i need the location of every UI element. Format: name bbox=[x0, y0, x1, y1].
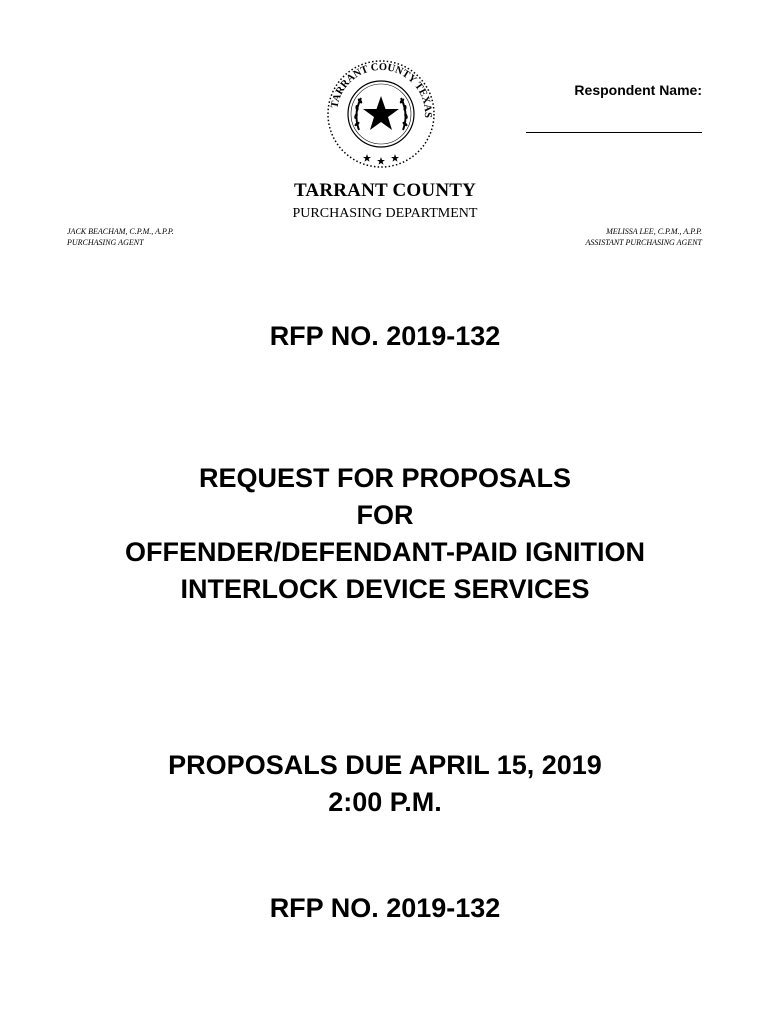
request-title-line: OFFENDER/DEFENDANT-PAID IGNITION bbox=[124, 537, 645, 567]
request-title-line: FOR bbox=[356, 500, 414, 530]
assistant-agent-title: ASSISTANT PURCHASING AGENT bbox=[585, 238, 702, 247]
star-icon bbox=[363, 96, 399, 130]
respondent-name-line bbox=[526, 132, 702, 133]
purchasing-agent-title: PURCHASING AGENT bbox=[67, 238, 144, 247]
rfp-number-top: RFP NO. 2019-132 bbox=[269, 321, 501, 351]
request-title-line: INTERLOCK DEVICE SERVICES bbox=[180, 574, 590, 604]
purchasing-agent-name: JACK BEACHAM, C.P.M., A.P.P. bbox=[67, 227, 174, 236]
rfp-number-bottom: RFP NO. 2019-132 bbox=[269, 893, 501, 923]
org-name: TARRANT COUNTY bbox=[293, 180, 477, 201]
county-seal bbox=[325, 58, 437, 170]
respondent-name-label: Respondent Name: bbox=[574, 82, 702, 98]
proposals-due-date: PROPOSALS DUE APRIL 15, 2019 bbox=[168, 750, 602, 780]
assistant-agent-block bbox=[586, 226, 702, 248]
request-title-line: REQUEST FOR PROPOSALS bbox=[198, 463, 572, 493]
proposals-due-time: 2:00 P.M. bbox=[328, 787, 442, 817]
assistant-agent-name: MELISSA LEE, C.P.M., A.P.P. bbox=[606, 227, 702, 236]
seal-ring-text: TARRANT COUNTY TEXAS bbox=[329, 61, 434, 118]
purchasing-agent-block bbox=[67, 226, 174, 248]
department-name: PURCHASING DEPARTMENT bbox=[292, 206, 478, 221]
